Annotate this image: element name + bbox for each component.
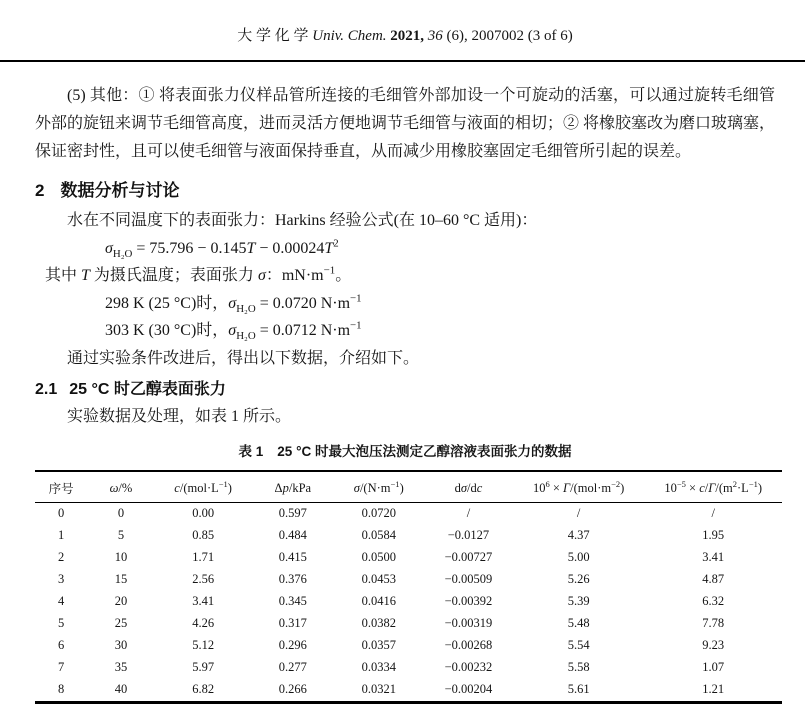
text-segment: 6 [545, 478, 550, 489]
text-segment: = 75.796 − 0.145 [132, 239, 247, 257]
table-cell: 35 [114, 660, 128, 674]
text-segment: T [81, 267, 90, 284]
table-cell: / [576, 506, 581, 520]
text-segment: H₂O [236, 330, 256, 343]
text-segment: /d [466, 480, 477, 495]
table-row [35, 657, 782, 679]
table-cell: 0.0382 [361, 616, 396, 630]
table-cell: −0.00319 [444, 616, 493, 630]
table-cell: 0.0357 [361, 638, 396, 652]
table-row [35, 635, 782, 657]
text-segment: σ [353, 480, 360, 495]
table-cell: 5.12 [192, 638, 215, 652]
table-cell: 3 [58, 572, 65, 586]
text-segment: /(mol·L [179, 480, 219, 495]
table-cell: 0.277 [278, 660, 307, 674]
table-row [35, 591, 782, 613]
table-header [35, 471, 782, 503]
text-segment: σ [105, 239, 113, 257]
table-intro-line: 实验数据及处理，如表 1 所示。 [67, 408, 292, 425]
text-segment: (6), 2007002 (3 of 6) [442, 28, 573, 44]
column-header [35, 471, 87, 503]
text-segment: c [699, 480, 705, 495]
table-cell: 9.23 [702, 638, 725, 652]
table-cell: 20 [114, 594, 128, 608]
text-segment: × [685, 480, 700, 495]
text-segment: σ [228, 322, 237, 339]
table-cell: 15 [114, 572, 128, 586]
table-cell: 0 [58, 506, 65, 520]
table-cell: 6 [58, 638, 65, 652]
table-row [35, 679, 782, 703]
section-number: 2 [35, 181, 45, 200]
text-segment: / [704, 480, 709, 495]
table-cell: 0.597 [278, 506, 307, 520]
table-cell: 5.54 [567, 638, 590, 652]
section-title: 数据分析与讨论 [60, 181, 180, 200]
column-header [334, 471, 424, 503]
table-cell: 25 [114, 616, 128, 630]
text-segment: ) [399, 480, 404, 495]
table-cell: −0.00232 [444, 660, 493, 674]
text-segment: 。 [335, 267, 352, 284]
text-segment: ) [620, 480, 625, 495]
table-cell: 0.0321 [361, 682, 396, 696]
table-cell: 0.0500 [361, 550, 396, 564]
text-segment: × [549, 480, 564, 495]
table-cell: −0.00204 [444, 682, 493, 696]
table-cell: −0.00392 [444, 594, 493, 608]
table-cell: 1.71 [192, 550, 215, 564]
table-row [35, 569, 782, 591]
table-cell: 1 [58, 528, 65, 542]
text-segment: /kPa [288, 480, 312, 495]
table-cell: 0.266 [278, 682, 307, 696]
text-segment: d [454, 480, 461, 495]
column-header [513, 471, 644, 503]
section-2-heading [35, 179, 775, 203]
table-cell: 6.32 [702, 594, 725, 608]
table-cell: 5.97 [192, 660, 215, 674]
table-cell: 0.00 [192, 506, 215, 520]
table-cell: −0.00268 [444, 638, 493, 652]
table-cell: −0.0127 [447, 528, 490, 542]
text-segment: /(m [715, 480, 733, 495]
text-segment: 2 [732, 478, 738, 489]
text-segment: 303 K (30 °C)时， [105, 322, 229, 339]
text-segment: /% [118, 480, 133, 495]
text-segment: −1 [748, 478, 758, 489]
table-cell: 0.415 [278, 550, 307, 564]
text-segment: /(N·m [359, 480, 391, 495]
subsection-number: 2.1 [35, 381, 58, 398]
column-header [424, 471, 514, 503]
table-row [35, 547, 782, 569]
table-cell: / [711, 506, 715, 520]
text-segment: Γ [708, 480, 716, 495]
text-segment: c [174, 480, 180, 495]
text-segment: ) [227, 480, 232, 495]
table-cell: 0.0416 [361, 594, 396, 608]
column-header [87, 471, 154, 503]
table-cell: 5 [117, 528, 125, 542]
table-cell: 5.26 [567, 572, 590, 586]
table-cell: −0.00509 [444, 572, 493, 586]
table-cell: 5.39 [567, 594, 590, 608]
text-segment: c [476, 480, 483, 495]
table-row [35, 525, 782, 547]
table-cell: 4.37 [567, 528, 590, 542]
text-segment: p [282, 480, 289, 495]
text-segment: 2021, [390, 28, 425, 44]
table-cell: 4 [58, 594, 65, 608]
table-cell: 3.41 [702, 550, 725, 564]
text-segment: Δ [274, 480, 283, 495]
text-segment: Γ [563, 480, 571, 495]
table-cell: 7.78 [702, 616, 725, 630]
text-segment: σ [460, 480, 467, 495]
table-cell: 0.376 [278, 572, 307, 586]
text-segment: 298 K (25 °C)时， [105, 294, 229, 312]
table-caption [35, 443, 775, 461]
text-segment: 36 [427, 28, 443, 44]
text-segment: 10 [532, 480, 546, 495]
table-cell: 40 [114, 682, 128, 696]
table-cell: 5.48 [567, 616, 590, 630]
header-divider [0, 60, 805, 62]
text-segment: −5 [676, 478, 686, 489]
table-cell: 2 [58, 550, 65, 564]
table-cell: 5.61 [567, 682, 590, 696]
table-cell: 4.87 [702, 572, 725, 586]
table-cell: 0.0453 [361, 572, 396, 586]
table-cell: 3.41 [192, 594, 215, 608]
text-segment: = 0.0720 N·m [255, 294, 351, 312]
table-cell: 0.296 [278, 638, 307, 652]
variable-definition-line [35, 262, 775, 290]
text-segment: −1 [350, 319, 362, 332]
text-segment: = 0.0712 N·m [255, 322, 351, 339]
table-cell: 0.0334 [361, 660, 396, 674]
text-segment: −1 [390, 478, 400, 489]
text-segment: ·L [737, 480, 749, 495]
table-cell: 8 [58, 682, 65, 696]
text-segment: −1 [218, 478, 228, 489]
table-cell: 1.95 [702, 528, 725, 542]
table-cell: 0.317 [278, 616, 307, 630]
sigma-303k-line [35, 317, 775, 345]
text-segment: σ [228, 294, 237, 312]
text-segment: Univ. Chem. [312, 28, 387, 44]
conclusion-line: 通过实验条件改进后，得出以下数据，介绍如下。 [67, 349, 420, 367]
text-segment: 序号 [48, 482, 74, 496]
table-body [35, 503, 782, 703]
text-segment: ) [757, 480, 763, 495]
table-cell: 1.21 [702, 682, 725, 696]
text-segment: T [324, 239, 334, 257]
table-cell: 2.56 [192, 572, 215, 586]
table-cell: 0.345 [278, 594, 307, 608]
text-segment: ω [109, 480, 119, 495]
table-cell: 0.0584 [361, 528, 396, 542]
text-segment: 为摄氏温度；表面张力 [89, 267, 258, 284]
text-segment: ：mN·m [265, 267, 324, 284]
text-segment: −1 [323, 264, 336, 277]
subsection-title: 25 °C 时乙醇表面张力 [69, 381, 226, 398]
harkins-formula [35, 235, 775, 263]
table-cell: −0.00727 [444, 550, 493, 564]
text-segment: 2 [333, 237, 339, 250]
text-segment: H₂O [236, 302, 256, 315]
column-header [252, 471, 334, 503]
table-header-row [35, 471, 782, 503]
text-segment: σ [257, 267, 266, 284]
text-segment: − 0.00024 [255, 239, 325, 257]
table-cell: 10 [114, 550, 128, 564]
paragraph-other-improvements: (5) 其他：① 将表面张力仪样品管所连接的毛细管外部加设一个可旋动的活塞，可以通过旋转毛细管外部的旋钮来调节毛细管高度，进而灵活方便地调节毛细管与液面的相切；② 将橡胶塞改为磨口玻璃塞，保证密封性，且可以使毛细管与液面保持垂直，从而减少用橡胶塞固定毛细管所引起的误差。 [35, 87, 776, 160]
text-segment: /(mol·m [570, 480, 612, 495]
table-caption-label: 表 1 [238, 444, 264, 459]
table-cell: 0.0720 [361, 506, 396, 520]
table-cell: 5.58 [567, 660, 590, 674]
table-cell: 6.82 [192, 682, 215, 696]
journal-citation [35, 26, 775, 46]
table-cell: 5 [58, 616, 65, 630]
sigma-298k-line [35, 290, 775, 318]
column-header [155, 471, 252, 503]
text-segment: 其中 [45, 267, 82, 284]
table-cell: 4.26 [192, 616, 215, 630]
table-cell: 0.484 [278, 528, 307, 542]
table-cell: / [466, 506, 471, 520]
text-segment: −2 [611, 478, 621, 489]
column-header [644, 471, 782, 503]
table-cell: 30 [114, 638, 128, 652]
text-segment: 10 [664, 480, 677, 495]
text-segment: H₂O [112, 247, 133, 260]
analysis-block [35, 207, 775, 372]
harkins-intro-line: 水在不同温度下的表面张力：Harkins 经验公式(在 10–60 °C 适用)： [67, 212, 538, 229]
table-cell: 1.07 [702, 660, 725, 674]
table1 [35, 470, 782, 704]
table-row [35, 613, 782, 635]
table-cell: 0.85 [192, 528, 215, 542]
table-cell: 0 [117, 506, 125, 520]
table-cell: 7 [58, 660, 65, 674]
table-caption-title: 25 °C 时最大泡压法测定乙醇溶液表面张力的数据 [277, 444, 572, 459]
text-segment: −1 [350, 292, 362, 305]
section-2-1-heading [35, 379, 775, 401]
text-segment: 大 学 化 学 [237, 28, 313, 44]
table-cell: 5.00 [567, 550, 590, 564]
table-row [35, 503, 782, 526]
text-segment: T [246, 239, 256, 257]
